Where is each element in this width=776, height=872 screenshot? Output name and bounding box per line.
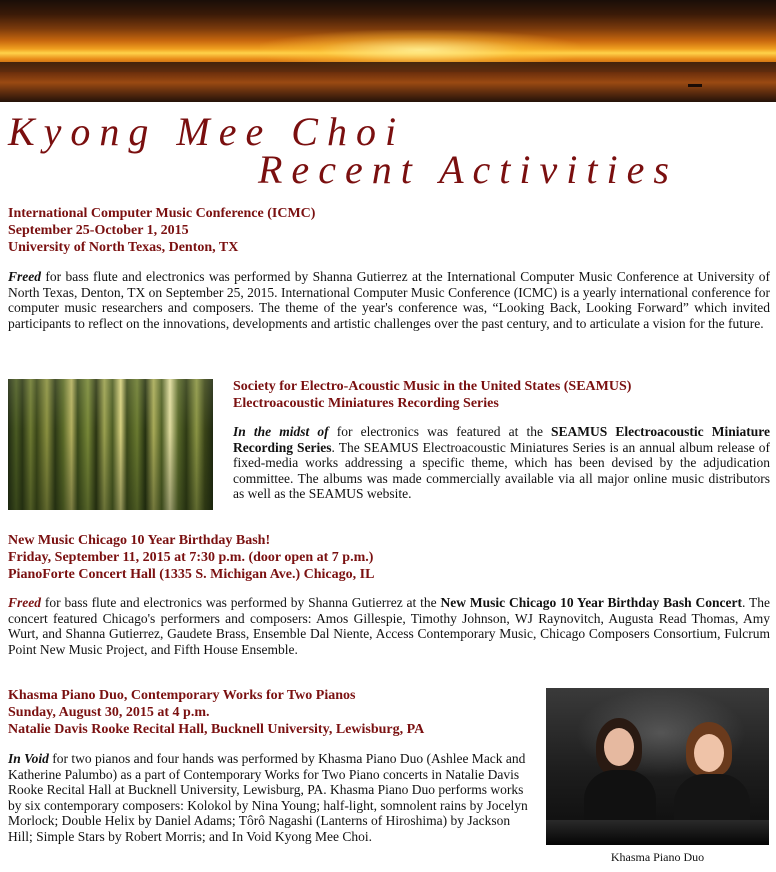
section-heading: Society for Electro-Acoustic Music in the United States (SEAMUS) bbox=[233, 379, 632, 394]
section-body: Freed for bass flute and electronics was performed by Shanna Gutierrez at the International Computer Music Conference at University of North Texas, Denton, TX on September 25, 2015. International Computer Music Conference (ICMC) is a yearly international conference for computer music researchers and composers. The theme of the year's conference was, “Looking Back, Looking Forward” which invited participants to reflect on the innovations, developments and artistic challenges over the past century, and to articulate a vision for the future. bbox=[8, 269, 770, 331]
section-heading: International Computer Music Conference (ICMC) bbox=[8, 206, 316, 221]
concert-name: New Music Chicago 10 Year Birthday Bash Concert bbox=[440, 595, 743, 610]
series-name: SEAMUS Electroacoustic Miniature Recording Series bbox=[233, 424, 770, 455]
title-subtitle: Recent Activities bbox=[258, 147, 678, 192]
work-title: In Void bbox=[8, 751, 49, 766]
title-name: Kyong Mee Choi bbox=[8, 109, 406, 154]
section-icmc bbox=[8, 205, 770, 331]
photo-caption: Khasma Piano Duo bbox=[610, 850, 705, 864]
section-new-music-chicago bbox=[8, 532, 770, 657]
work-title: Freed bbox=[8, 269, 41, 284]
khasma-piano-duo-photo bbox=[546, 688, 769, 845]
page-title bbox=[0, 108, 776, 192]
work-title: In the midst of bbox=[233, 424, 329, 439]
work-title: Freed bbox=[8, 595, 41, 610]
section-venue: University of North Texas, Denton, TX bbox=[8, 240, 239, 255]
section-date: September 25-October 1, 2015 bbox=[8, 223, 189, 238]
section-body: In Void for two pianos and four hands was performed by Khasma Piano Duo (Ashlee Mack and Katherine Palumbo) as a part of Contemporary Works for Two Piano concerts in Natalie Davis Rooke Recital Hall at Bucknell University, Lewisburg, PA. Khasma Piano Duo performs works by six contemporary composers: Kolokol by Nina Young; half-light, somnolent rains by Jocelyn Morlock; Double Helix by Daniel Adams; Tôrô Nagashi (Lanterns of Hiroshima) by Jackson Hill; Simple Stars by Robert Morris; and In Void Kyong Mee Choi. bbox=[8, 751, 528, 844]
section-date: Friday, September 11, 2015 at 7:30 p.m. (door open at 7 p.m.) bbox=[8, 550, 374, 565]
sunset-banner-image bbox=[0, 0, 776, 102]
section-body: Freed for bass flute and electronics was performed by Shanna Gutierrez at the New Music Chicago 10 Year Birthday Bash Concert. The concert featured Chicago's performers and composers: Amos Gillespie, Timothy Johnson, WJ Raynovitch, Augusta Read Thomas, Amy Wurt, and Shanna Gutierrez, Gaudete Brass, Ensemble Dal Niente, Access Contemporary Music, Chicago Composers Consortium, Fulcrum Point New Music Project, and Fifth House Ensemble. bbox=[8, 595, 770, 657]
section-venue: PianoForte Concert Hall (1335 S. Michigan Ave.) Chicago, IL bbox=[8, 567, 375, 582]
section-seamus bbox=[233, 378, 770, 502]
section-venue: Natalie Davis Rooke Recital Hall, Bucknell University, Lewisburg, PA bbox=[8, 722, 425, 737]
section-khasma-piano-duo bbox=[8, 687, 530, 844]
section-heading: Khasma Piano Duo, Contemporary Works for Two Pianos bbox=[8, 688, 356, 703]
section-date: Sunday, August 30, 2015 at 4 p.m. bbox=[8, 705, 210, 720]
bamboo-forest-image bbox=[8, 379, 213, 510]
section-subheading: Electroacoustic Miniatures Recording Series bbox=[233, 396, 499, 411]
section-heading: New Music Chicago 10 Year Birthday Bash! bbox=[8, 533, 271, 548]
section-body: In the midst of for electronics was featured at the SEAMUS Electroacoustic Miniature Recording Series. The SEAMUS Electroacoustic Miniatures Series is an annual album release of fixed-media works addressing a specific theme, which has been devised by the adjudication committee. The albums was made commercially available via all major online music distributors as well as the SEAMUS website. bbox=[233, 424, 770, 501]
